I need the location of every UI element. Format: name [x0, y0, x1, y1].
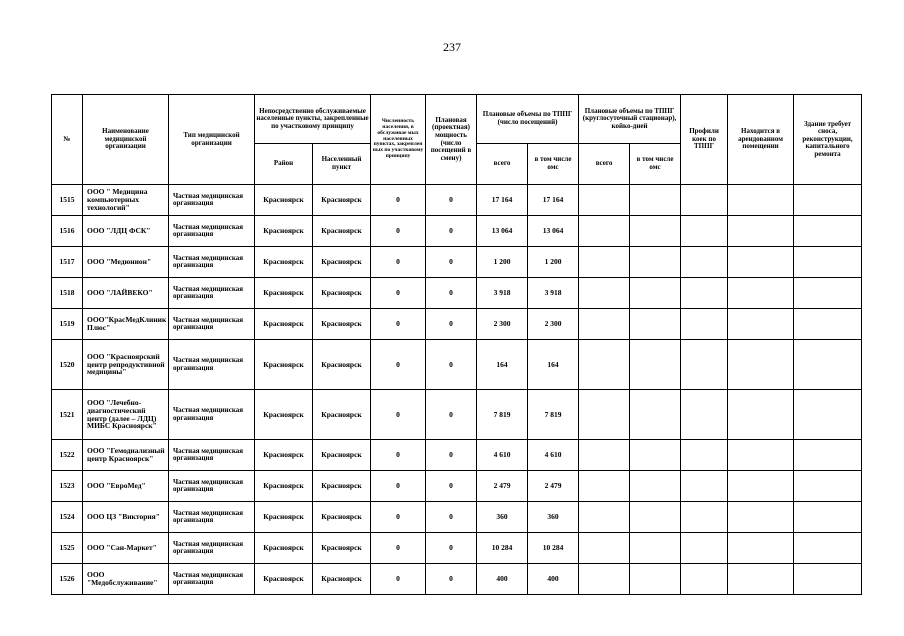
header-profile: Профили коек по ТППГ	[681, 95, 728, 185]
visits-oms-cell: 360	[528, 502, 579, 533]
building-status-cell	[794, 533, 862, 564]
settlement-cell: Красноярск	[313, 309, 371, 340]
org-name-cell: ООО " Медицина компьютерных технологий"	[83, 185, 169, 216]
beds-total-cell	[579, 440, 630, 471]
row-number-cell: 1515	[52, 185, 83, 216]
row-number-cell: 1526	[52, 564, 83, 595]
district-cell: Красноярск	[255, 440, 313, 471]
beds-oms-cell	[630, 502, 681, 533]
rented-cell	[728, 564, 794, 595]
header-district: Район	[255, 144, 313, 185]
visits-total-cell: 7 819	[477, 390, 528, 440]
population-cell: 0	[371, 471, 426, 502]
beds-total-cell	[579, 309, 630, 340]
settlement-cell: Красноярск	[313, 247, 371, 278]
org-name-cell: ООО "ЕвроМед"	[83, 471, 169, 502]
table-row	[52, 185, 862, 216]
visits-oms-cell: 7 819	[528, 390, 579, 440]
rented-cell	[728, 247, 794, 278]
rented-cell	[728, 440, 794, 471]
capacity-cell: 0	[426, 278, 477, 309]
org-name-cell: ООО "Сан-Маркет"	[83, 533, 169, 564]
rented-cell	[728, 278, 794, 309]
org-name-cell: ООО "Лечебно-диагностический центр (далее – ЛДЦ) МИБС Красноярск"	[83, 390, 169, 440]
building-status-cell	[794, 247, 862, 278]
visits-total-cell: 17 164	[477, 185, 528, 216]
beds-total-cell	[579, 390, 630, 440]
bed-profile-cell	[681, 340, 728, 390]
rented-cell	[728, 309, 794, 340]
org-type-cell: Частная медицинская организация	[169, 278, 255, 309]
settlement-cell: Красноярск	[313, 471, 371, 502]
org-name-cell: ООО "Медобслуживание"	[83, 564, 169, 595]
header-settlement: Населенный пункт	[313, 144, 371, 185]
beds-oms-cell	[630, 278, 681, 309]
visits-oms-cell: 17 164	[528, 185, 579, 216]
beds-total-cell	[579, 533, 630, 564]
row-number-cell: 1520	[52, 340, 83, 390]
org-name-cell: ООО ЦЗ "Виктория"	[83, 502, 169, 533]
beds-oms-cell	[630, 216, 681, 247]
district-cell: Красноярск	[255, 533, 313, 564]
settlement-cell: Красноярск	[313, 340, 371, 390]
capacity-cell: 0	[426, 247, 477, 278]
population-cell: 0	[371, 185, 426, 216]
visits-total-cell: 2 479	[477, 471, 528, 502]
row-number-cell: 1522	[52, 440, 83, 471]
beds-total-cell	[579, 564, 630, 595]
visits-total-cell: 13 064	[477, 216, 528, 247]
table-row	[52, 440, 862, 471]
building-status-cell	[794, 471, 862, 502]
table-row	[52, 564, 862, 595]
org-type-cell: Частная медицинская организация	[169, 502, 255, 533]
beds-oms-cell	[630, 471, 681, 502]
building-status-cell	[794, 502, 862, 533]
bed-profile-cell	[681, 216, 728, 247]
header-rented: Находится в арендованном помещении	[728, 95, 794, 185]
rented-cell	[728, 533, 794, 564]
visits-total-cell: 400	[477, 564, 528, 595]
rented-cell	[728, 471, 794, 502]
org-name-cell: ООО "ЛДЦ ФСК"	[83, 216, 169, 247]
district-cell: Красноярск	[255, 471, 313, 502]
row-number-cell: 1525	[52, 533, 83, 564]
settlement-cell: Красноярск	[313, 564, 371, 595]
header-building: Здание требует сноса, реконструкции, капитального ремонта	[794, 95, 862, 185]
row-number-cell: 1516	[52, 216, 83, 247]
beds-oms-cell	[630, 390, 681, 440]
org-type-cell: Частная медицинская организация	[169, 309, 255, 340]
district-cell: Красноярск	[255, 278, 313, 309]
settlement-cell: Красноярск	[313, 502, 371, 533]
population-cell: 0	[371, 440, 426, 471]
building-status-cell	[794, 278, 862, 309]
table-row	[52, 340, 862, 390]
beds-oms-cell	[630, 564, 681, 595]
beds-oms-cell	[630, 309, 681, 340]
header-beds-total: всего	[579, 144, 630, 185]
bed-profile-cell	[681, 564, 728, 595]
org-type-cell: Частная медицинская организация	[169, 564, 255, 595]
building-status-cell	[794, 216, 862, 247]
population-cell: 0	[371, 216, 426, 247]
org-type-cell: Частная медицинская организация	[169, 533, 255, 564]
beds-oms-cell	[630, 247, 681, 278]
table-row	[52, 471, 862, 502]
district-cell: Красноярск	[255, 185, 313, 216]
header-beds-oms: в том числе омс	[630, 144, 681, 185]
settlement-cell: Красноярск	[313, 390, 371, 440]
org-type-cell: Частная медицинская организация	[169, 440, 255, 471]
capacity-cell: 0	[426, 440, 477, 471]
header-visits-group: Плановые объемы по ТППГ (число посещений)	[477, 95, 579, 144]
table-row	[52, 216, 862, 247]
visits-oms-cell: 2 479	[528, 471, 579, 502]
capacity-cell: 0	[426, 390, 477, 440]
district-cell: Красноярск	[255, 309, 313, 340]
district-cell: Красноярск	[255, 564, 313, 595]
row-number-cell: 1521	[52, 390, 83, 440]
header-capacity: Плановая (проектная) мощность (число посещений в смену)	[426, 95, 477, 185]
bed-profile-cell	[681, 278, 728, 309]
visits-oms-cell: 13 064	[528, 216, 579, 247]
org-type-cell: Частная медицинская организация	[169, 390, 255, 440]
capacity-cell: 0	[426, 502, 477, 533]
district-cell: Красноярск	[255, 216, 313, 247]
visits-oms-cell: 400	[528, 564, 579, 595]
header-population: Численность населения, в обслуживае мых населенных пунктах, закреплен ных по участковому принципу	[371, 95, 426, 185]
visits-oms-cell: 4 610	[528, 440, 579, 471]
settlement-cell: Красноярск	[313, 440, 371, 471]
visits-oms-cell: 164	[528, 340, 579, 390]
population-cell: 0	[371, 278, 426, 309]
org-type-cell: Частная медицинская организация	[169, 247, 255, 278]
capacity-cell: 0	[426, 471, 477, 502]
org-type-cell: Частная медицинская организация	[169, 185, 255, 216]
bed-profile-cell	[681, 309, 728, 340]
organizations-table	[51, 94, 862, 595]
org-type-cell: Частная медицинская организация	[169, 471, 255, 502]
visits-oms-cell: 2 300	[528, 309, 579, 340]
bed-profile-cell	[681, 533, 728, 564]
beds-oms-cell	[630, 440, 681, 471]
table-row	[52, 247, 862, 278]
header-type: Тип медицинской организации	[169, 95, 255, 185]
building-status-cell	[794, 440, 862, 471]
beds-total-cell	[579, 216, 630, 247]
row-number-cell: 1519	[52, 309, 83, 340]
org-name-cell: ООО "Медюнион"	[83, 247, 169, 278]
visits-total-cell: 164	[477, 340, 528, 390]
population-cell: 0	[371, 564, 426, 595]
visits-total-cell: 1 200	[477, 247, 528, 278]
building-status-cell	[794, 390, 862, 440]
district-cell: Красноярск	[255, 340, 313, 390]
bed-profile-cell	[681, 185, 728, 216]
row-number-cell: 1517	[52, 247, 83, 278]
table-header	[52, 95, 862, 185]
visits-total-cell: 360	[477, 502, 528, 533]
visits-total-cell: 4 610	[477, 440, 528, 471]
visits-total-cell: 10 284	[477, 533, 528, 564]
capacity-cell: 0	[426, 564, 477, 595]
settlement-cell: Красноярск	[313, 185, 371, 216]
page-number: 237	[443, 40, 461, 54]
beds-total-cell	[579, 185, 630, 216]
visits-total-cell: 2 300	[477, 309, 528, 340]
beds-oms-cell	[630, 533, 681, 564]
beds-oms-cell	[630, 185, 681, 216]
beds-total-cell	[579, 340, 630, 390]
header-visits-oms: в том числе омс	[528, 144, 579, 185]
population-cell: 0	[371, 340, 426, 390]
row-number-cell: 1524	[52, 502, 83, 533]
population-cell: 0	[371, 247, 426, 278]
table-row	[52, 502, 862, 533]
population-cell: 0	[371, 390, 426, 440]
population-cell: 0	[371, 533, 426, 564]
org-type-cell: Частная медицинская организация	[169, 216, 255, 247]
row-number-cell: 1523	[52, 471, 83, 502]
district-cell: Красноярск	[255, 502, 313, 533]
building-status-cell	[794, 340, 862, 390]
visits-oms-cell: 3 918	[528, 278, 579, 309]
bed-profile-cell	[681, 247, 728, 278]
visits-total-cell: 3 918	[477, 278, 528, 309]
population-cell: 0	[371, 502, 426, 533]
row-number-cell: 1518	[52, 278, 83, 309]
beds-total-cell	[579, 247, 630, 278]
visits-oms-cell: 1 200	[528, 247, 579, 278]
org-name-cell: ООО"КрасМедКлиник Плюс"	[83, 309, 169, 340]
header-settlements-group: Непосредственно обслуживаемые населенные пункты, закрепленные по участковому принципу	[255, 95, 371, 144]
capacity-cell: 0	[426, 340, 477, 390]
rented-cell	[728, 340, 794, 390]
header-visits-total: всего	[477, 144, 528, 185]
table-row	[52, 390, 862, 440]
table-body	[52, 185, 862, 595]
settlement-cell: Красноярск	[313, 533, 371, 564]
building-status-cell	[794, 309, 862, 340]
table-row	[52, 278, 862, 309]
org-name-cell: ООО "Красноярский центр репродуктивной медицины"	[83, 340, 169, 390]
header-beds-group: Плановые объемы по ТППГ (круглосуточный стационар), койко-дней	[579, 95, 681, 144]
capacity-cell: 0	[426, 309, 477, 340]
settlement-cell: Красноярск	[313, 278, 371, 309]
org-name-cell: ООО "Гемодиализный центр Красноярск"	[83, 440, 169, 471]
bed-profile-cell	[681, 440, 728, 471]
beds-oms-cell	[630, 340, 681, 390]
settlement-cell: Красноярск	[313, 216, 371, 247]
bed-profile-cell	[681, 502, 728, 533]
population-cell: 0	[371, 309, 426, 340]
capacity-cell: 0	[426, 533, 477, 564]
header-num: №	[52, 95, 83, 185]
district-cell: Красноярск	[255, 247, 313, 278]
building-status-cell	[794, 564, 862, 595]
capacity-cell: 0	[426, 216, 477, 247]
beds-total-cell	[579, 502, 630, 533]
beds-total-cell	[579, 278, 630, 309]
visits-oms-cell: 10 284	[528, 533, 579, 564]
capacity-cell: 0	[426, 185, 477, 216]
org-name-cell: ООО "ЛАЙВЕКО"	[83, 278, 169, 309]
rented-cell	[728, 216, 794, 247]
beds-total-cell	[579, 471, 630, 502]
bed-profile-cell	[681, 390, 728, 440]
rented-cell	[728, 390, 794, 440]
org-type-cell: Частная медицинская организация	[169, 340, 255, 390]
table-row	[52, 533, 862, 564]
rented-cell	[728, 502, 794, 533]
header-name: Наименование медицинской организации	[83, 95, 169, 185]
district-cell: Красноярск	[255, 390, 313, 440]
table-row	[52, 309, 862, 340]
bed-profile-cell	[681, 471, 728, 502]
rented-cell	[728, 185, 794, 216]
building-status-cell	[794, 185, 862, 216]
